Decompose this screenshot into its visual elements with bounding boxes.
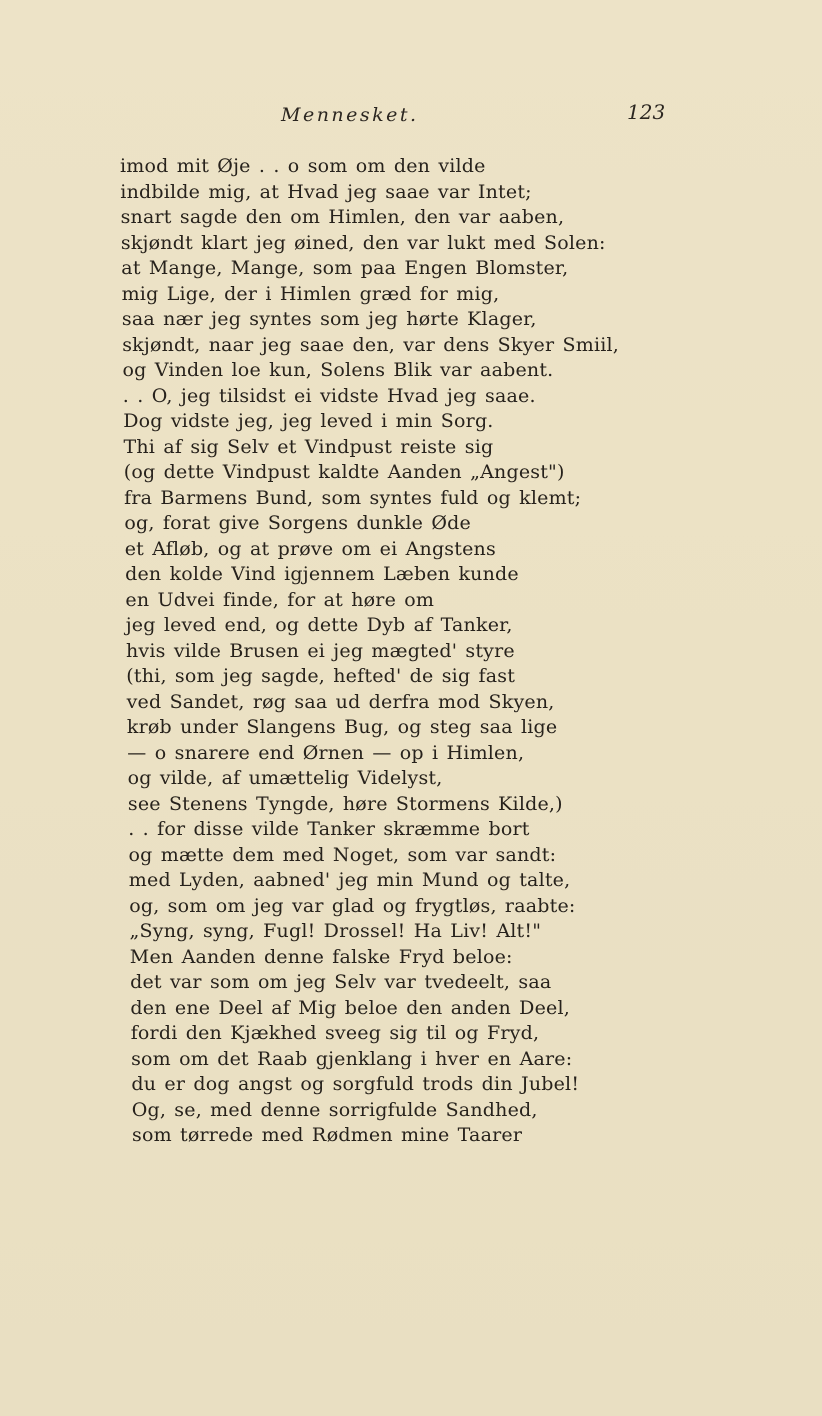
page-number: 123 (627, 100, 666, 124)
poem-line: . . for disse vilde Tanker skræmme bort (128, 818, 530, 840)
poem-line: en Udvei finde, for at høre om (125, 588, 435, 611)
poem-line: fordi den Kjækhed sveeg sig til og Fryd, (130, 1022, 540, 1044)
poem-line: du er dog angst og sorgfuld trods din Jubel! (131, 1073, 580, 1095)
poem-line: som tørrede med Rødmen mine Taarer (132, 1124, 523, 1146)
poem-line: snart sagde den om Himlen, den var aaben, (120, 206, 565, 228)
poem-line: med Lyden, aabned' jeg min Mund og talte, (128, 869, 571, 891)
poem-line: og, forat give Sorgens dunkle Øde (124, 512, 471, 534)
poem-line: som om det Raab gjenklang i hver en Aare: (131, 1047, 573, 1070)
poem-line: ved Sandet, røg saa ud derfra mod Skyen, (126, 690, 555, 713)
poem-line: krøb under Slangens Bug, og steg saa lige (126, 716, 558, 738)
poem-line: og Vinden loe kun, Solens Blik var aabent. (122, 359, 554, 381)
running-title: Mennesket. (281, 104, 419, 126)
poem-line: den kolde Vind igjennem Læben kunde (125, 563, 519, 585)
poem-line: (og dette Vindpust kaldte Aanden „Angest") (123, 461, 565, 483)
poem-line: indbilde mig, at Hvad jeg saae var Intet; (120, 180, 532, 203)
poem-line: (thi, som jeg sagde, hefted' de sig fast (126, 665, 516, 687)
poem-line: den ene Deel af Mig beloe den anden Deel, (130, 996, 570, 1019)
poem-line: og vilde, af umættelig Videlyst, (127, 767, 443, 789)
poem-line: „Syng, syng, Fugl! Drossel! Ha Liv! Alt!" (129, 920, 542, 942)
running-head (0, 100, 822, 134)
poem-line: at Mange, Mange, som paa Engen Blomster, (121, 257, 569, 279)
poem-line: — o snarere end Ørnen — op i Himlen, (127, 741, 525, 764)
poem-line: mig Lige, der i Himlen græd for mig, (121, 282, 500, 305)
poem-line: Men Aanden denne falske Fryd beloe: (129, 945, 513, 968)
poem-line: skjøndt, naar jeg saae den, var dens Skyer Smiil, (122, 333, 620, 356)
poem-line: Og, se, med denne sorrigfulde Sandhed, (131, 1098, 538, 1121)
poem-line: jeg leved end, og dette Dyb af Tanker, (125, 614, 513, 636)
poem-line: Thi af sig Selv et Vindpust reiste sig (123, 435, 494, 458)
poem-line: see Stenens Tyngde, høre Stormens Kilde,) (127, 792, 563, 815)
poem-line: og mætte dem med Noget, som var sandt: (128, 843, 557, 866)
poem-line: Dog vidste jeg, jeg leved i min Sorg. (123, 410, 494, 432)
poem-line: fra Barmens Bund, som syntes fuld og klemt; (124, 486, 582, 509)
poem-line: hvis vilde Brusen ei jeg mægted' styre (126, 639, 515, 662)
poem-line: saa nær jeg syntes som jeg hørte Klager, (121, 308, 537, 330)
poem-line: det var som om jeg Selv var tvedeelt, saa (130, 971, 552, 993)
poem-line: skjøndt klart jeg øined, den var lukt med Solen: (120, 231, 606, 254)
poem-line: og, som om jeg var glad og frygtløs, raabte: (129, 894, 576, 917)
poem-line: et Afløb, og at prøve om ei Angstens (124, 537, 496, 560)
poem-line: . . O, jeg tilsidst ei vidste Hvad jeg saae. (122, 384, 536, 407)
poem-line: imod mit Øje . . o som om den vilde (120, 155, 486, 177)
